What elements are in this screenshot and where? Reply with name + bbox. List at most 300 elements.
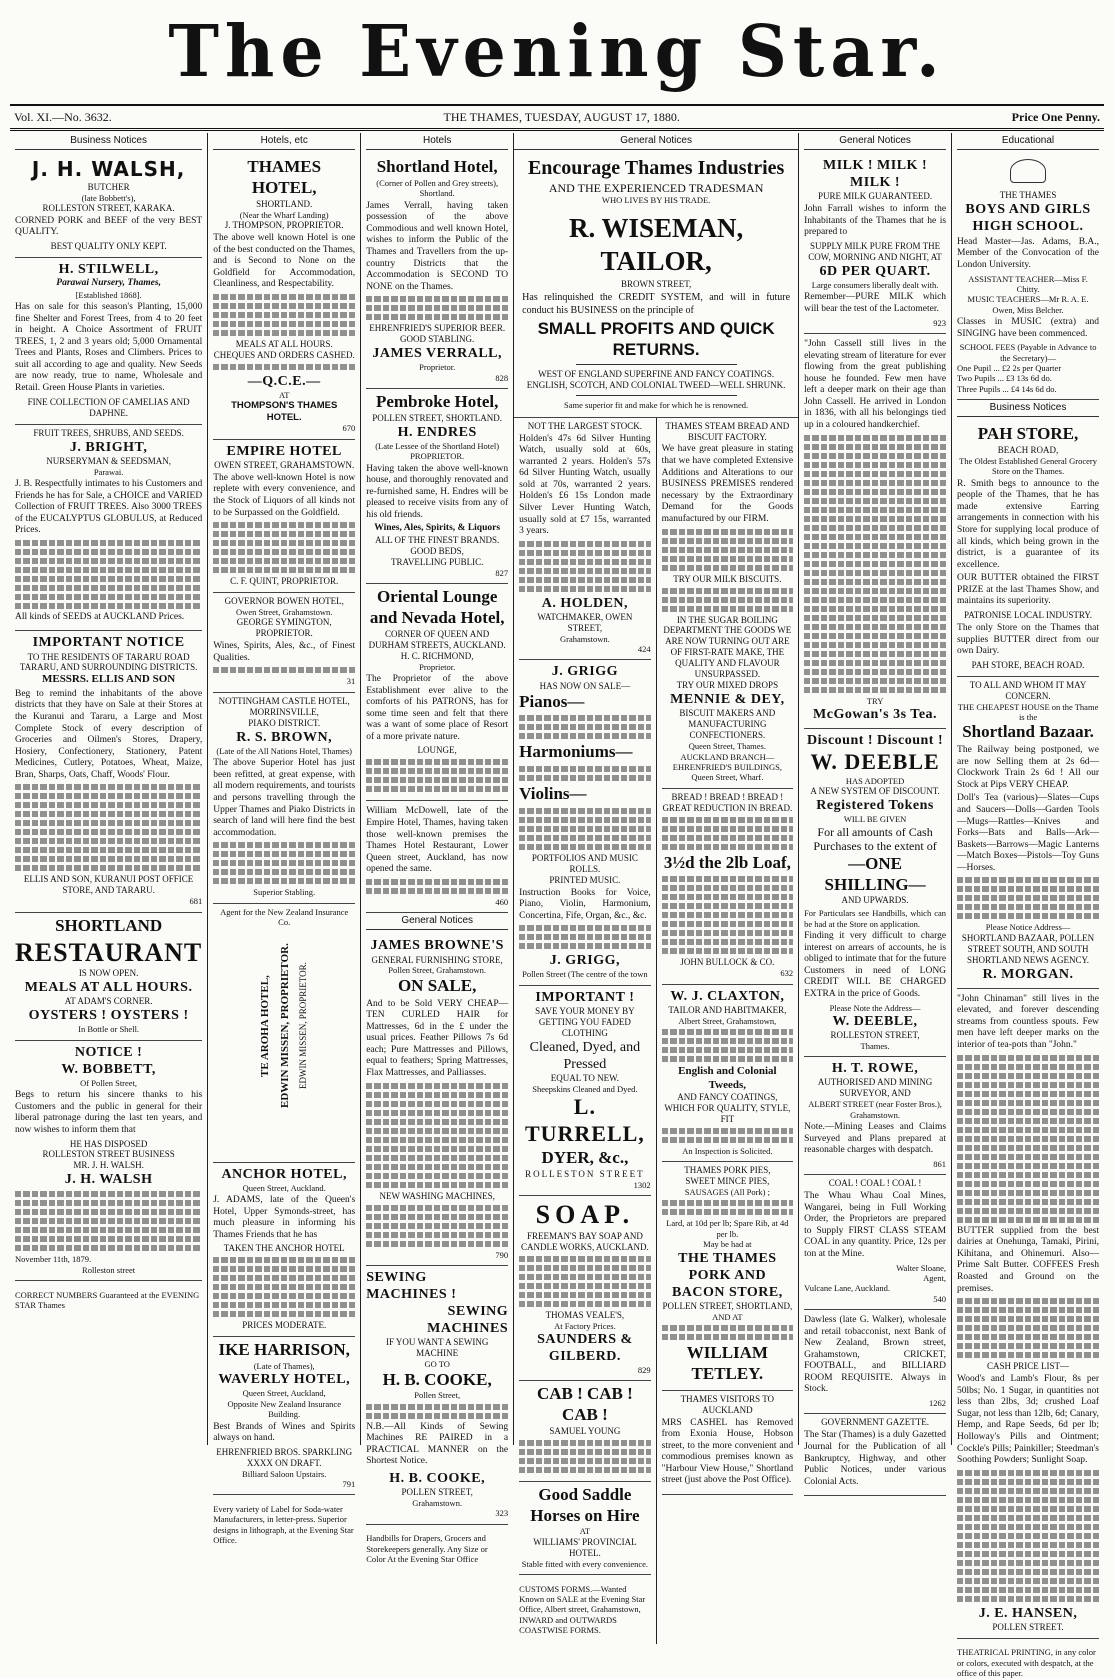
ad-title: IMPORTANT NOTICE [32,635,185,651]
ad-title: Discount ! Discount ! [807,733,944,748]
ad-mcdowell [366,801,508,913]
text-filler [957,877,1099,919]
ad-number: 681 [189,896,203,907]
ad-line: A NEW SYSTEM OF DISCOUNT. [810,786,940,797]
ad-line: PORTFOLIOS AND MUSIC ROLLS. [531,852,638,874]
ad-line: (late Bobbett's), [81,192,136,203]
ad-line: Walter Sloane, [896,1262,947,1273]
column-1 [10,133,208,1445]
column-4 [514,133,799,1635]
ad-line: H. B. COOKE, [389,1470,486,1486]
ad-line: JAMES VERRALL, [372,346,502,362]
ad-line: R. S. BROWN, [236,729,333,745]
ad-line: POLLEN STREET, SHORTLAND, [662,1300,793,1311]
ad-line: A. HOLDEN, [541,595,629,611]
ad-line: For all amounts of Cash Purchases to the extent of [813,824,937,854]
ad-line: Proprietor. [419,661,456,672]
ad-line: SAUSAGES (All Pork) ; [684,1187,770,1198]
ad-title: W. BOBBETT, [61,1061,156,1077]
ad-saddle-horses [519,1482,650,1575]
ad-oriental-lounge [366,584,508,801]
ad-line: MR. J. H. WALSH. [73,1160,144,1171]
ad-line: Pollen Street, Grahamstown. [388,965,487,976]
ad-line: (Late Lessee of the Shortland Hotel) PROPRIETOR. [375,440,500,462]
ad-line: BUTCHER [87,181,130,192]
ad-line: WATCHMAKER, OWEN STREET, [537,611,633,633]
ad-line: IN THE SUGAR BOILING DEPARTMENT THE GOODS WE ARE NOW TURNING OUT ARE OF FIRST-RATE MAKE, THE QUALITY AND FLAVOUR UNSURPASSED. [663,614,792,680]
ad-number: 1262 [929,1398,947,1409]
ad-bread-factory [662,418,793,789]
ad-number: 791 [342,1478,356,1489]
ad-line: WEST OF ENGLAND SUPERFINE AND FANCY COATINGS. ENGLISH, SCOTCH, AND COLONIAL TWEED—WELL SHRUNK. [526,369,786,391]
ad-title: PAH STORE, [977,424,1079,444]
volume-number: Vol. XI.—No. 3632. [14,109,112,124]
ad-line: GOOD STABLING. [400,334,475,345]
ad-line: Violins— [519,783,587,803]
ad-line: BROWN STREET, [620,279,692,290]
ad-title: GOVERNOR BOWEN HOTEL, [224,596,344,607]
ad-line: FREEMAN'S BAY SOAP AND CANDLE WORKS, AUCKLAND. [520,1230,649,1252]
ad-line: IS NOW OPEN. [78,968,139,979]
ad-line: FRUIT TREES, SHRUBS, AND SEEDS. [33,427,184,438]
ad-line: Parawai. [93,466,124,477]
text-filler [519,541,650,592]
ad-line: AT ADAM'S CORNER. [64,996,153,1007]
ad-line: Grahamstown. [559,633,610,644]
ad-body: Classes in MUSIC (extra) and SINGING have been commenced. [957,317,1100,339]
ad-line: ROLLESTON STREET [525,1168,645,1179]
ad-body: Begs to return his sincere thanks to his Customers and the public in general for their liberal patronage during the last ten years, and now wishes to inform them that [15,1090,203,1135]
ad-line: SHORTLAND. [256,198,313,209]
ad-sewing-machines [366,1266,508,1525]
ad-title: ANCHOR HOTEL, [221,1166,347,1182]
ad-body: Having taken the above well-known house, and thoroughly renovated and re-furnished same, H. Endres will be pleased to receive visits from any of his old friends. [366,463,509,520]
ad-line: Queen Street, Auckland, [242,1388,326,1399]
ad-body: OUR BUTTER obtained the FIRST PRIZE at the last Thames Show, and maintains its superiority. [957,573,1100,607]
ad-line: Cleaned, Dyed, and Pressed [529,1039,641,1072]
ad-line: Of Pollen Street, [80,1077,138,1088]
ad-line: TO THE RESIDENTS OF TARARU ROAD TARARU, AND SURROUNDING DISTRICTS. [19,651,198,673]
ad-stilwell [15,258,202,425]
ad-title: ON SALE, [397,975,477,995]
text-filler [519,766,650,781]
column-4-left [514,418,656,1644]
ad-title: WILLIAM TETLEY. [686,1343,768,1383]
ad-body: Best Brands of Wines and Spirits always on hand. [213,1421,356,1444]
ad-body: For Particulars see Handbills, which can be had at the Store on application. [804,908,947,929]
ad-number: 323 [495,1508,509,1519]
ad-line: Three Pupils ... £4 14s 6d do. [957,383,1057,394]
text-filler [366,1205,508,1247]
text-filler [519,1440,650,1473]
ad-line: H. ENDRES [397,424,477,440]
ad-number: 790 [495,1249,509,1260]
ad-line: Please Note the Address— [829,1002,921,1013]
ad-body: Wines, Spirits, Ales, &c., of Finest Qualities. [213,641,356,663]
ad-line: ALBERT STREET (near Foster Bros.), Grahamstown. [808,1099,942,1120]
ad-line: An Inspection is Solicited. [682,1145,773,1156]
ad-line: DYER, &c., [541,1147,629,1167]
ad-line: THE THAMES [999,189,1057,200]
ad-line: SAMUEL YOUNG [549,1425,621,1436]
ad-body: Beg to remind the inhabitants of the above districts that they have on Sale at their Stores at the Kuranui and Tararu, a Large and Most Complete Stock of every description of Groceries and Oilmen's Stores, Drapery, Hosiery, Confectionery, Stationery, Patent Medicines, Cutlery, Potatoes, Wheat, Maize, Bran, Sharps, Oats, Chaff, Woods' Flour. [15,688,203,780]
ad-title: THAMES HOTEL, [247,157,322,197]
ad-title: J. BRIGHT, [69,439,148,455]
ad-line: CASH PRICE LIST— [987,1361,1070,1372]
ad-title: Good Saddle Horses on Hire [530,1484,640,1525]
ad-line: AND UPWARDS. [841,895,909,906]
section-head: General Notices [804,133,946,150]
text-filler [662,1325,793,1340]
ad-line: PAH STORE, BEACH ROAD. [971,659,1085,670]
ad-line: THE CHEAPEST HOUSE on the Thame is the [957,701,1099,722]
ad-line: Agent, [923,1272,947,1283]
section-head: Business Notices [957,400,1099,417]
ad-title: BOYS AND GIRLS HIGH SCHOOL. [965,201,1091,234]
ad-number: 424 [637,644,651,655]
ad-body: The above well known Hotel is one of the best conducted on the Thames, and is Second to None on the Goldfield for Accommodation, Cleanliness, and Respectability. [213,232,356,290]
ad-line: SAUNDERS & GILBERD. [537,1331,633,1365]
ad-line: November 11th, 1879. [15,1254,92,1265]
ad-line: Stable fitted with every convenience. [521,1558,649,1569]
ad-title: Oriental Lounge and Nevada Hotel, [369,587,505,627]
ad-title: J. H. WALSH, [31,157,186,182]
ad-line: (Late of the All Nations Hotel, Thames) [216,745,352,756]
ad-title: NOTTINGHAM CASTLE HOTEL, MORRINSVILLE, [218,695,350,717]
ad-title: Encourage Thames Industries [527,157,785,180]
ad-line: EQUAL TO NEW. [550,1072,620,1083]
ad-waverly-hotel [213,1337,355,1495]
text-filler [662,588,793,612]
ad-gazette [804,1414,946,1496]
ad-body: The Proprietor of the above Establishment ever alive to the comforts of his PATRONS, has for some time seen and felt that there was a want of some place of Resort of a more private nature. [366,673,509,742]
ad-line: HAS ADOPTED [845,775,905,786]
section-head: Hotels [366,133,508,150]
ad-title: H. T. ROWE, [831,1061,919,1077]
ad-title: CAB ! CAB ! CAB ! [536,1384,633,1425]
ad-holden-watches [519,418,650,661]
ad-body: And to be Sold VERY CHEAP— TEN CURLED HAIR for Mattresses, 6d in the £ under the usual prices. Feather Pillows 7s 6d each; Pure Mattresses and Pillows, equal to feathers; Spring Mattresses, Flax Mattresses, and Palliasses. [366,998,509,1079]
ad-body: N.B.—All Kinds of Sewing Machines RE PAIRED in a PRACTICAL MANNER on the Shortest Notice. [366,1421,509,1467]
ad-line: Please Notice Address— [985,922,1071,933]
ad-title: BACON STORE, [671,1284,783,1300]
ad-line: ROLLESTON STREET, [830,1029,920,1040]
ad-line: POLLEN STREET. [992,1621,1064,1632]
text-filler [213,522,355,573]
rotated-text: TE AROHA HOTEL, [259,975,272,1078]
ad-line: LOUNGE, [417,745,457,756]
ad-title: J. GRIGG [551,664,618,680]
ad-title: JAMES BROWNE'S [370,938,504,954]
ad-body: CORRECT NUMBERS Guaranteed at the EVENING STAR Thames [15,1289,200,1311]
ad-line: SHORTLAND BAZAAR, POLLEN STREET SOUTH, AND SOUTH SHORTLAND NEWS AGENCY. [961,932,1095,965]
text-filler [15,784,202,871]
ad-body: CUSTOMS FORMS.—Wanted Known on SALE at the Evening Star Office, Albert street, Grahamstown, INWARD and OUTWARDS COASTWISE FORMS. [519,1583,646,1635]
ad-body: THEATRICAL PRINTING, in any color or colors, executed with despatch, at the office of this paper. [957,1647,1096,1678]
ad-title: NOTICE ! [74,1044,143,1060]
column-4-right [657,418,798,1644]
ad-line: GOVERNMENT GAZETTE. [821,1417,929,1428]
ad-bowen-hotel [213,593,355,693]
ad-coal [804,1175,946,1310]
ad-restaurant [15,913,202,1041]
text-filler [804,435,946,693]
ad-bobbett [15,1041,202,1282]
ad-mcgowan-tea [804,334,946,729]
ad-line: Two Pupils ... £3 13s 6d do. [957,373,1052,384]
column-3 [361,133,514,1564]
ad-number: 540 [933,1293,947,1304]
crest-icon [1010,159,1046,183]
ad-body: "John Chinaman" still lives in the elevated, and forever descending streams from countless spouts. Few men have left deeper marks on the interior of tea-pots than "John." [957,993,1100,1051]
text-filler [957,1470,1099,1602]
ad-shortland-hotel [366,154,508,389]
ad-line: NOT THE LARGEST STOCK. [527,420,643,431]
ad-high-school [957,154,1099,400]
ad-body: John Farrall wishes to inform the Inhabitants of the Thames that he is prepared to [804,204,947,238]
text-filler [213,364,355,370]
ad-walsh [15,154,202,258]
ad-anchor-hotel [213,1163,355,1338]
ad-line: BEST QUALITY ONLY KEPT. [50,241,167,252]
ad-pork-pies [662,1162,793,1390]
ad-line: BISCUIT MAKERS AND MANUFACTURING CONFECTIONERS. [679,708,776,741]
text-filler [366,879,508,894]
ad-bright [15,425,202,632]
ad-line: Harmoniums— [519,742,633,762]
rotated-text: EDWIN MISSEN, PROPRIETOR. [278,943,291,1109]
ad-line: H. C. RICHMOND, [400,650,474,661]
ad-line: SWEET MINCE PIES, [685,1176,770,1187]
text-filler [662,1200,793,1215]
ad-line: Queen Street, Thames. [688,741,766,752]
text-filler [15,540,202,609]
ad-title: RESTAURANT [15,937,203,967]
ad-title: 6D PER QUART. [819,263,931,279]
ad-title: SMALL PROFITS AND QUICK RETURNS. [537,318,775,359]
ad-line: Sheepskins Cleaned and Dyed. [532,1083,638,1094]
ad-body: All kinds of SEEDS at AUCKLAND Prices. [15,611,185,622]
ad-line: AUTHORISED AND MINING SURVEYOR, AND [817,1077,933,1099]
ad-title: H. STILWELL, [58,262,159,277]
ad-body: Wood's and Lamb's Flour, 8s per 50lbs; No. 1 Sugar, in quantities not less than 2lbs, 3d; crushed Loaf Sugar, not less than 12lb, 6d; Canary, Hemp, and Rape Seeds, 6d per lb; Holloway's Pills and Ointment; Cockle's Pills; Painkiller; Steedman's Soothing Powders; Sunlight Soap. [957,1374,1100,1466]
ad-body: William McDowell, late of the Empire Hotel, Thames, having taken those well-known premises the Thames Hotel Restaurant, Lower Queen street, Auckland, has now opened the same. [366,806,509,875]
ad-line: J. GRIGG, [549,953,620,969]
ad-line: Same superior fit and make for which he is renowned. [564,400,749,411]
text-filler [366,1083,508,1188]
ad-line: SUPPLY MILK PURE FROM THE COW, MORNING AND NIGHT, AT [808,241,942,263]
section-head: General Notices [366,913,508,930]
ad-number: 1302 [633,1179,651,1190]
ad-body: Remember—PURE MILK which will bear the test of the Lactometer. [804,292,947,314]
ad-line: THAMES STEAM BREAD AND BISCUIT FACTORY. [665,420,790,442]
ad-line: Proprietor. [419,362,456,373]
ad-empire-hotel [213,440,355,593]
ad-title: R. MORGAN. [982,966,1074,982]
ad-body: The above Superior Hotel has just been refitted, at great expense, with all modern requirements, and tourists and persons travelling through the Upper Thames and Piako Districts in search of land will here find the best accommodation. [213,758,356,838]
columns [10,133,1104,1678]
ad-line: CHEQUES AND ORDERS CASHED. [213,349,355,360]
ad-body: Every variety of Label for Soda-water Manufacturers, in letter-press. Superior designs in lithograph, at the Evening Star Office. [213,1503,354,1545]
ad-line: MUSIC TEACHERS—Mr R. A. E. Owen, Miss Belcher. [967,294,1089,315]
ad-line: MEALS AT ALL HOURS. [24,980,193,996]
ad-title: SHORTLAND [55,915,163,935]
ad-line: ROLLESTON STREET, KARAKA. [42,202,175,213]
ad-number: 861 [933,1158,947,1169]
text-filler [957,1298,1099,1358]
ad-line: Thames. [860,1040,890,1051]
ad-deeble [804,729,946,1057]
ad-line: POLLEN STREET, [401,1487,473,1498]
ad-line: GOOD BEDS, [410,545,464,556]
ad-milk [804,154,946,334]
ad-body: We have great pleasure in stating that we have completed Extensive Additions and Alterations to our BUSINESS PREMISES rendered necessary by the Extraordinary Demand for the Goods manufactured by our FIRM. [661,444,794,524]
ad-line: Rolleston street [82,1264,136,1275]
ad-title: THE THAMES PORK AND [678,1250,777,1283]
ad-body: The only Store on the Thames that supplies BUTTER direct from our own Dairy. [957,622,1100,657]
ad-title: L. TURRELL, [524,1094,645,1147]
ad-number: 827 [495,567,509,578]
ad-number: 829 [637,1365,651,1376]
text-filler [366,759,508,792]
ad-line: COAL ! COAL ! COAL ! [828,1178,922,1189]
ad-line: Queen Street, Auckland. [242,1182,326,1193]
ad-pembroke-hotel [366,389,508,584]
ad-line: CORNER OF QUEEN AND DURHAM STREETS, AUCKLAND. [368,628,506,650]
ad-bread [662,789,793,985]
ad-browne-furnishing [366,934,508,1266]
ad-body: Has on sale for this season's Planting, 15,000 fine Shelter and Forest Trees, from 4 to 20 feet in height. A Choice Assortment of FRUIT TREES, 1, 2 and 3 years old; 5,000 Ornamental Trees and Plants, Roses and Climbers. Prices to suit all according to age and quality. New Seeds are now ready, true to name, Wholesale and Retail. Green House Plants in varieties. [15,302,203,394]
ad-line: NURSERYMAN & SEEDSMAN, [46,455,171,466]
ad-line: HE HAS DISPOSED [69,1138,148,1149]
text-filler [662,876,793,954]
ad-line: Pollen Street (The centre of the town [522,969,648,980]
ad-line: GENERAL FURNISHING STORE, [371,954,503,965]
ad-line: Wines, Ales, Spirits, & Liquors [374,523,501,534]
ad-line: —Q.C.E.— [247,373,321,389]
ad-line: MESSRS. ELLIS AND SON [41,673,176,686]
ad-body: The Railway being postponed, we are now Selling them at 2s 6d—Clockwork Train 2s 6d ! All our Stock at Pips VERY CHEAP. [957,745,1100,790]
ad-nottingham-hotel [213,693,355,904]
ad-line: Pollen Street, [414,1390,461,1401]
ad-te-aroha-hotel [213,904,355,1163]
ad-line: POLLEN STREET, SHORTLAND. [372,412,503,423]
ad-title: MILK ! MILK ! MILK ! [823,158,928,191]
column-2 [208,133,361,1545]
ad-title: W. J. CLAXTON, [670,988,785,1004]
ad-number: 670 [342,423,356,434]
ad-line: Opposite New Zealand Insurance Building. [227,1398,341,1420]
ad-line: TAKEN THE ANCHOR HOTEL [223,1243,345,1254]
ad-line: PRICES MODERATE. [242,1320,327,1331]
ad-rowe-surveyor [804,1057,946,1175]
ad-line: The Oldest Established General Grocery Store on the Thames. [959,455,1097,477]
section-head: Hotels, etc [213,133,355,150]
ad-number: 828 [495,372,509,383]
ad-body: The Star (Thames) is a duly Gazetted Journal for the Publication of all Bankruptcy, Highway, and other Public Notices, under various Colonial Acts. [804,1430,947,1487]
ad-line: JOHN BULLOCK & CO. [680,957,775,968]
ad-line: AND FANCY COATINGS, WHICH FOR QUALITY, STYLE, FIT [664,1091,791,1124]
column-5 [799,133,952,1487]
text-filler [366,296,508,320]
text-filler [213,842,355,884]
ad-body: Instruction Books for Voice, Piano, Violin, Harmonium, Concertina, Fife, Organ, &c., &c. [519,887,651,921]
ad-line: TRY OUR MIXED DROPS [676,680,779,691]
ad-title: Shortland Hotel, [376,157,498,177]
ad-thames-hotel [213,154,355,440]
ad-body: Doll's Tea (various)—Slates—Cups and Saucers—Dolls—Garden Tools—Mugs—Rattles—Knives and Forks—Bats and Balls—Ark—Baskets—Barrows—Magic Lanterns—Match Boxes—Pistols—Toy Guns—Horses. [957,793,1100,873]
ad-line: EHRENFRIED'S SUPERIOR BEER. [369,323,506,334]
ad-line: At Factory Prices. [554,1320,616,1331]
ad-line: TRY OUR MILK BISCUITS. [673,573,782,584]
ad-number: 923 [933,317,947,328]
ad-ellis [15,631,202,912]
ad-title: W. DEEBLE [810,749,940,775]
ad-line: In Bottle or Shell. [78,1024,140,1035]
ad-line: THAMES PORK PIES, [684,1165,771,1176]
ad-line: PRINTED MUSIC. [549,874,621,885]
ad-line: AT [579,1526,591,1537]
ad-title: Pembroke Hotel, [375,392,499,411]
ad-line: (Corner of Pollen and Grey streets), Shortland. [376,177,499,199]
ad-line: Owen Street, Grahamstown. [236,607,333,618]
ad-title: IMPORTANT ! [535,989,635,1005]
ad-line: BREAD ! BREAD ! BREAD ! [671,791,784,802]
ad-body: The Whau Whau Coal Mines, Wangarei, being in Full Working Order, the Proprietors are prepared to Supply FIRST CLASS STEAM COAL in any quantity. Price, 12s per ton at the Mine. [804,1191,947,1259]
text-filler [366,1404,508,1419]
ad-body: CORNED PORK and BEEF of the very BEST QUALITY. [15,215,203,238]
ad-line: Lard, at 10d per lb; Spare Rib, at 4d per lb. [666,1218,789,1239]
ad-line: TAILOR AND HABITMAKER, [668,1004,787,1015]
ad-line: Agent for the New Zealand Insurance Co. [220,906,349,927]
ad-number: 632 [780,968,794,979]
section-head: General Notices [514,133,798,150]
price: Price One Penny. [1011,109,1100,124]
dateline [10,104,1104,131]
ad-grigg-music [519,660,650,985]
ad-line: Vulcane Lane, Auckland. [804,1283,890,1294]
ad-line: Parawai Nursery, Thames, [56,278,161,289]
ad-title: —ONE SHILLING— [824,853,926,894]
ad-line: EHRENFRIED BROS. SPARKLING XXXX ON DRAFT. [216,1446,353,1468]
ad-line: OYSTERS ! OYSTERS ! [28,1008,189,1024]
text-filler [662,817,793,850]
ad-number: 31 [346,676,356,687]
ad-title: W. DEEBLE, [832,1013,918,1029]
ad-line: THAMES VISITORS TO AUCKLAND [680,1393,775,1415]
ad-body: "John Cassell still lives in the elevating stream of literature for ever flowing from the great publishing house he founded. Few men have left a deeper mark on their age than John Cassell. He arrived in London in 1836, with all his belongings tied up in a coloured handkerchief. [804,338,947,430]
ad-line: TRY [866,695,884,706]
ad-line: AT [279,389,290,400]
ad-body: J. B. Respectfully intimates to his Customers and Friends he has for Sale, a CHOICE and VARIED Collection of FRUIT TREES. Also 3000 TREES of the EUCALYPTUS GLOBULUS, at Reduced Prices. [15,478,203,536]
ad-line: English and Colonial Tweeds, [678,1065,777,1091]
ad-title: IKE HARRISON, [218,1340,350,1360]
ad-body: Has relinquished the CREDIT SYSTEM, and will in future conduct his BUSINESS on the principle of [522,292,791,316]
ad-line: NEW WASHING MACHINES, [379,1190,495,1201]
text-filler [519,1256,650,1307]
text-filler [213,1257,355,1317]
ad-body: Holden's 47s 6d Silver Hunting Watch, usually sold at 60s, warranted 2 years. Holden's 57s 6d Silver Hunting Watch, usually sold at 70s, warranted 2 years. Holden's £6 15s London made Silver Lever Hunting Watch, usually sold at £7 15s, warranted 3 years. [519,433,651,537]
ad-line: THOMAS VEALE'S, [545,1309,625,1320]
text-filler [662,1029,793,1062]
text-filler [519,925,650,949]
ad-line: Superior Stabling. [253,887,316,898]
ad-title: R. WISEMAN, TAILOR, [568,212,744,276]
ad-line: AND THE EXPERIENCED TRADESMAN [548,180,764,195]
ad-shortland-bazaar [957,677,1099,989]
text-filler [213,667,355,673]
issue-date: THE THAMES, TUESDAY, AUGUST 17, 1880. [443,109,680,124]
